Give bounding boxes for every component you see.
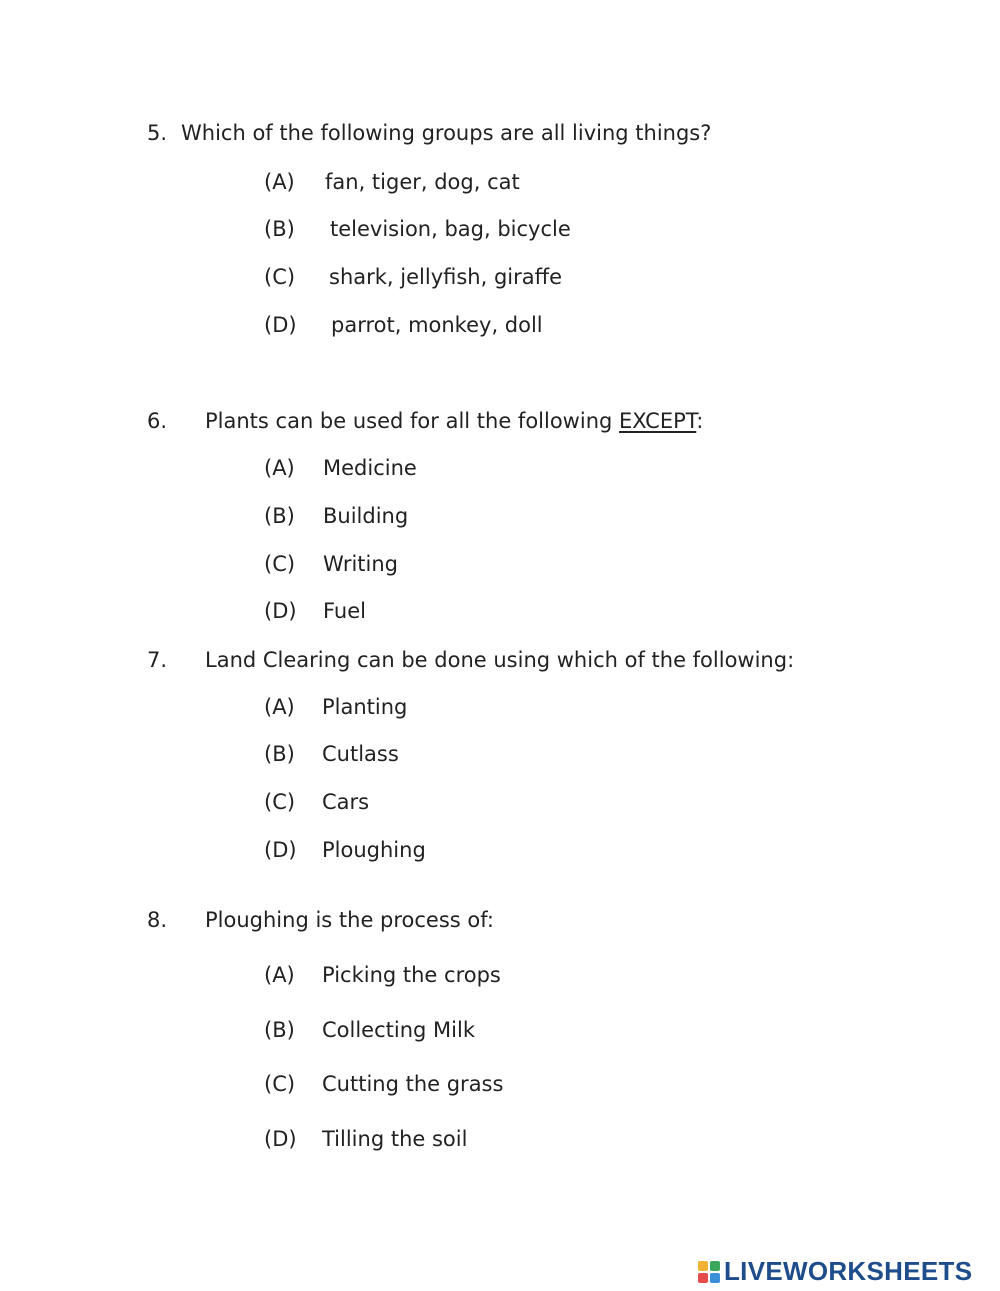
q6-option-a-text: Medicine [323,456,417,480]
logo-mark-tile [710,1261,720,1271]
q6-option-b-label: (B) [264,504,295,528]
q8-option-d-text: Tilling the soil [322,1127,468,1151]
q8-prompt: Ploughing is the process of: [205,908,494,932]
q5-option-d-text: parrot, monkey, doll [331,313,543,337]
q6-prompt-line [205,411,703,432]
q8-option-b-text: Collecting Milk [322,1018,475,1042]
q8-option-b-label: (B) [264,1018,295,1042]
q6-prompt-emphasis: EXCEPT [619,409,697,433]
q5-option-c-text: shark, jellyfish, giraffe [329,265,562,289]
q8-option-a-text: Picking the crops [322,963,501,987]
q8-option-a-label: (A) [264,963,295,987]
logo-mark-tile [698,1273,708,1283]
q8-option-c-label: (C) [264,1072,296,1096]
q5-option-b-label: (B) [264,217,295,241]
q5-number: 5. [147,121,168,145]
q5-option-a-text: fan, tiger, dog, cat [325,170,520,194]
q7-option-d-label: (D) [264,838,297,862]
q5-option-c-label: (C) [264,265,296,289]
q7-prompt: Land Clearing can be done using which of the following: [205,648,795,672]
q7-option-a-label: (A) [264,695,295,719]
liveworksheets-logo [698,1257,972,1285]
liveworksheets-logo-mark-icon [698,1261,720,1283]
q6-option-d-text: Fuel [323,599,366,623]
q6-number: 6. [147,409,168,433]
q8-number: 8. [147,908,168,932]
q6-option-d-label: (D) [264,599,297,623]
logo-mark-tile [710,1273,720,1283]
q6-option-b-text: Building [323,504,409,528]
q7-option-c-text: Cars [322,790,370,814]
q7-option-a-text: Planting [322,695,408,719]
q6-prompt: Plants can be used for all the following [205,409,613,433]
q5-option-a-label: (A) [264,170,295,194]
q5-option-b-text: television, bag, bicycle [330,217,571,241]
q6-option-c-label: (C) [264,552,296,576]
q7-option-c-label: (C) [264,790,296,814]
q7-option-b-text: Cutlass [322,742,399,766]
logo-mark-tile [698,1261,708,1271]
q6-prompt-suffix: : [696,409,704,433]
q7-option-d-text: Ploughing [322,838,426,862]
q8-option-d-label: (D) [264,1127,297,1151]
q6-option-c-text: Writing [323,552,398,576]
q7-option-b-label: (B) [264,742,295,766]
q6-option-a-label: (A) [264,456,295,480]
q5-prompt: Which of the following groups are all living things? [181,121,712,145]
q8-option-c-text: Cutting the grass [322,1072,504,1096]
q5-option-d-label: (D) [264,313,297,337]
logo-text: LIVEWORKSHEETS [724,1256,973,1286]
q7-number: 7. [147,648,168,672]
